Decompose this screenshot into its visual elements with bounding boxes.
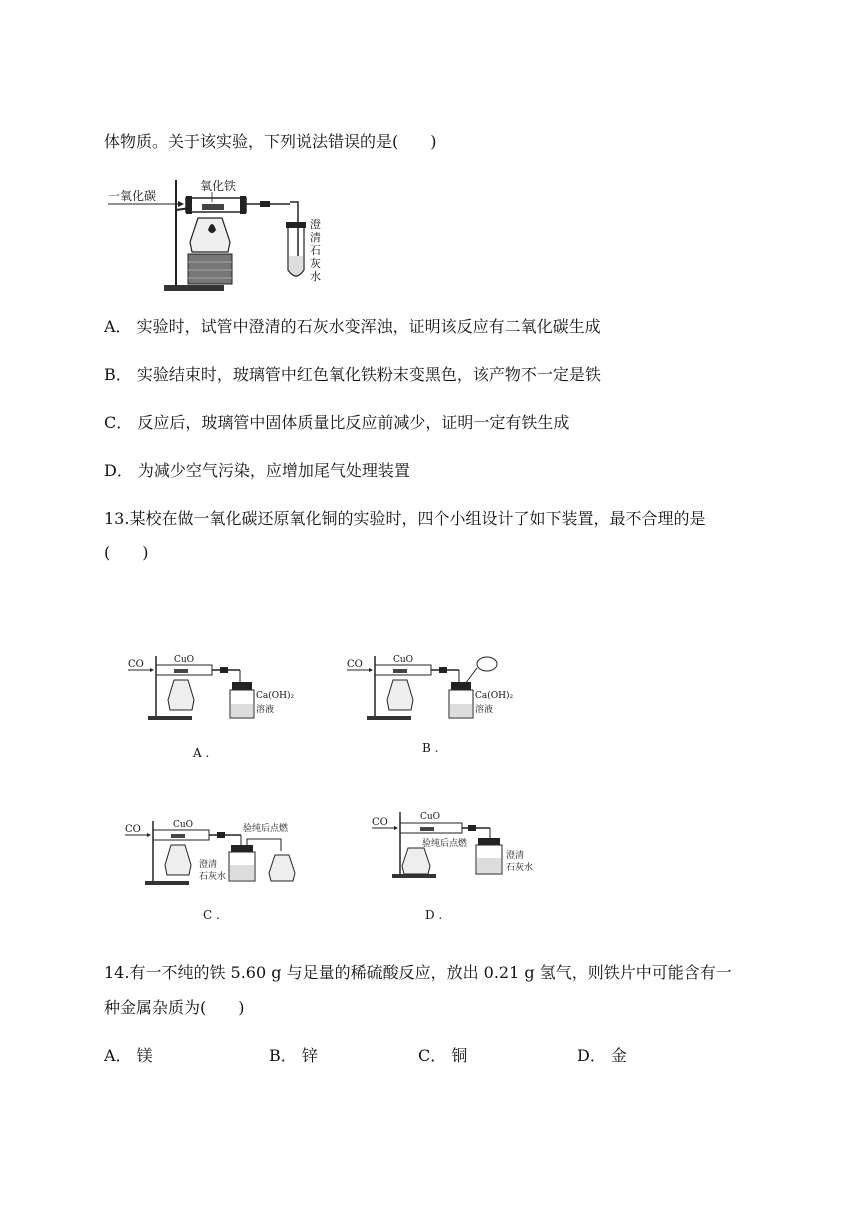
q12-option-d: D． 为减少空气污染，应增加尾气处理装置 xyxy=(104,461,410,480)
q13-caption-b: B . xyxy=(422,741,439,755)
q14-option-c: C． 铜 xyxy=(418,1046,468,1065)
q13a-cuo-label: CuO xyxy=(174,655,195,665)
q13d-clear-label: 澄清 xyxy=(506,851,525,861)
q13b-co-label: CO xyxy=(347,659,363,670)
q13c-limewater-label: 石灰水 xyxy=(199,872,227,882)
q13-caption-d: D . xyxy=(425,908,443,922)
q13b-caoh2-label: Ca(OH)₂ xyxy=(475,691,514,701)
q13-caption-a: A . xyxy=(193,746,210,760)
q13b-solution-label: 溶液 xyxy=(475,705,494,715)
q12-limewater-char-2: 清 xyxy=(310,231,321,244)
q12-limewater-char-4: 灰 xyxy=(310,257,321,270)
q13a-solution-label: 溶液 xyxy=(256,705,275,715)
q13d-limewater-label: 石灰水 xyxy=(506,863,534,873)
q13a-co-label: CO xyxy=(128,659,144,670)
q14-stem-line-2: 种金属杂质为( ) xyxy=(104,998,245,1017)
q13-stem-line-2: ( ) xyxy=(104,543,149,562)
q13a-caoh2-label: Ca(OH)₂ xyxy=(256,691,295,701)
q12-limewater-char-3: 石 xyxy=(310,244,321,257)
q12-limewater-char-5: 水 xyxy=(310,270,321,283)
q12-co-label: 一氧化碳 xyxy=(108,189,157,203)
q13-figure-d xyxy=(372,808,542,883)
q13-stem-line-1: 13.某校在做一氧化碳还原氧化铜的实验时，四个小组设计了如下装置，最不合理的是 xyxy=(104,509,706,528)
q13d-co-label: CO xyxy=(372,817,388,828)
q12-option-a: A． 实验时，试管中澄清的石灰水变浑浊，证明该反应有二氧化碳生成 xyxy=(104,317,601,336)
q12-fe2o3-label: 氧化铁 xyxy=(200,179,237,193)
q12-limewater-char-1: 澄 xyxy=(310,218,321,231)
q13-figure-a xyxy=(128,650,295,725)
q13-caption-c: C . xyxy=(203,908,220,922)
q13c-cuo-label: CuO xyxy=(173,820,194,830)
q12-option-b: B． 实验结束时，玻璃管中红色氧化铁粉末变黑色，该产物不一定是铁 xyxy=(104,365,601,384)
q14-options-row xyxy=(104,1043,744,1067)
q13-figure-c xyxy=(125,815,320,890)
q12-apparatus-figure xyxy=(100,170,350,300)
q14-option-b: B． 锌 xyxy=(269,1046,318,1065)
q13c-co-label: CO xyxy=(125,824,141,835)
q13c-ignite-label: 验纯后点燃 xyxy=(243,824,289,834)
q13d-ignite-label: 验纯后点燃 xyxy=(422,839,468,849)
q14-stem-line-1: 14.有一不纯的铁 5.60 g 与足量的稀硫酸反应，放出 0.21 g 氢气，则铁片中可能含有一 xyxy=(104,963,732,982)
q12-option-c: C． 反应后，玻璃管中固体质量比反应前减少，证明一定有铁生成 xyxy=(104,413,570,432)
q13b-cuo-label: CuO xyxy=(393,655,414,665)
q12-stem-tail: 体物质。关于该实验，下列说法错误的是( ) xyxy=(104,132,437,151)
q13d-cuo-label: CuO xyxy=(420,812,441,822)
q13c-clear-label: 澄清 xyxy=(199,860,218,870)
q14-option-a: A． 镁 xyxy=(104,1046,153,1065)
q14-option-d: D． 金 xyxy=(577,1046,627,1065)
q13-figure-b xyxy=(347,650,522,725)
